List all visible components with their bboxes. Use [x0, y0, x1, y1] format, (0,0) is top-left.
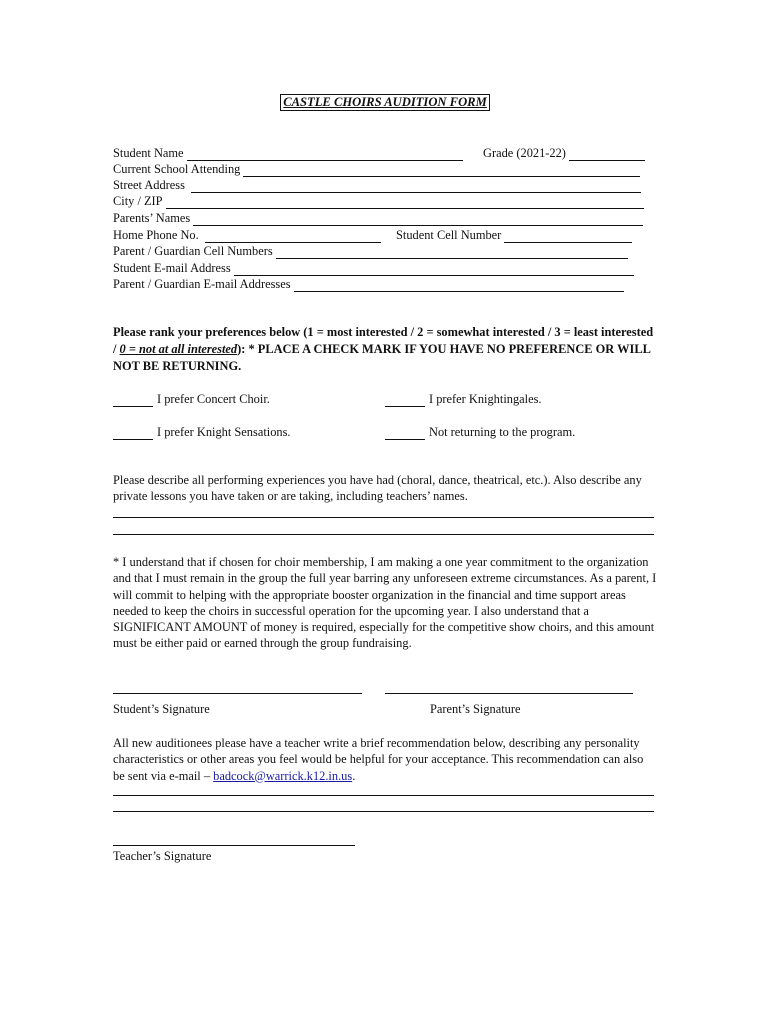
parent-email-blank[interactable] — [294, 281, 624, 292]
student-name-field[interactable] — [113, 145, 463, 161]
parents-names-field[interactable] — [113, 210, 643, 226]
parent-cell-blank[interactable] — [276, 248, 628, 259]
grade-label: Grade (2021-22) — [483, 146, 566, 160]
student-cell-blank[interactable] — [504, 232, 632, 243]
rank-intro-emphasis: 0 = not at all interested — [119, 342, 238, 356]
parent-cell-field[interactable] — [113, 243, 628, 259]
grade-field[interactable] — [483, 145, 645, 161]
student-email-label: Student E-mail Address — [113, 261, 231, 275]
recommendation-line-2[interactable] — [113, 811, 654, 812]
grade-blank[interactable] — [569, 150, 645, 161]
pref-concert-choir-label: I prefer Concert Choir. — [157, 392, 270, 406]
recommendation-line-1[interactable] — [113, 795, 654, 796]
form-title-text: CASTLE CHOIRS AUDITION FORM — [280, 94, 490, 111]
student-cell-field[interactable] — [396, 227, 632, 243]
city-zip-blank[interactable] — [166, 198, 644, 209]
parent-email-field[interactable] — [113, 276, 624, 292]
street-address-field[interactable] — [113, 177, 641, 193]
rank-intro-a: Please rank your preferences below (1 = most interested / 2 = somewhat interested / 3 = least interested / — [113, 325, 654, 356]
pref-not-returning[interactable] — [385, 424, 575, 440]
pref-knight-sensations-label: I prefer Knight Sensations. — [157, 425, 291, 439]
home-phone-label: Home Phone No. — [113, 228, 199, 242]
recommendation-end: . — [352, 768, 356, 783]
rank-intro-b: ): * PLACE A CHECK MARK IF YOU HAVE NO PREFERENCE OR WILL NOT BE RETURNING. — [113, 342, 651, 373]
current-school-field[interactable] — [113, 161, 640, 177]
student-name-label: Student Name — [113, 146, 184, 160]
pref-concert-choir[interactable] — [113, 391, 270, 407]
pref-knight-sensations-blank[interactable] — [113, 429, 153, 440]
recommendation-email-link[interactable]: badcock@warrick.k12.in.us — [213, 768, 353, 783]
street-address-blank[interactable] — [191, 182, 641, 193]
pref-knight-sensations[interactable] — [113, 424, 291, 440]
experience-prompt: Please describe all performing experiences you have had (choral, dance, theatrical, etc.). Also describe any private lessons you have taken or are taking, including teachers’ names. — [113, 473, 642, 504]
current-school-blank[interactable] — [243, 166, 640, 177]
parent-cell-label: Parent / Guardian Cell Numbers — [113, 244, 273, 258]
pref-concert-choir-blank[interactable] — [113, 396, 153, 407]
teacher-signature-line[interactable] — [113, 845, 355, 846]
teacher-signature-label: Teacher’s Signature — [113, 849, 212, 863]
pref-not-returning-blank[interactable] — [385, 429, 425, 440]
student-email-field[interactable] — [113, 260, 634, 276]
recommendation-text: All new auditionees please have a teacher write a brief recommendation below, describing any personality characteristics or other areas you feel would be helpful for your acceptance. This recommendation can also be sent via e-mail – — [113, 736, 644, 783]
home-phone-blank[interactable] — [205, 232, 381, 243]
student-signature-line[interactable] — [113, 693, 362, 694]
student-name-blank[interactable] — [187, 150, 463, 161]
pref-knightingales-blank[interactable] — [385, 396, 425, 407]
student-cell-label: Student Cell Number — [396, 228, 502, 242]
city-zip-field[interactable] — [113, 193, 644, 209]
pref-knightingales[interactable] — [385, 391, 542, 407]
experience-line-1[interactable] — [113, 517, 654, 518]
parent-email-label: Parent / Guardian E-mail Addresses — [113, 277, 291, 291]
form-title — [0, 94, 770, 111]
parent-signature-line[interactable] — [385, 693, 633, 694]
parents-names-label: Parents’ Names — [113, 211, 191, 225]
parents-names-blank[interactable] — [193, 215, 643, 226]
recommendation-prompt — [113, 735, 658, 784]
city-zip-label: City / ZIP — [113, 194, 163, 208]
rank-instructions — [113, 324, 658, 375]
pref-not-returning-label: Not returning to the program. — [429, 425, 576, 439]
student-email-blank[interactable] — [234, 265, 634, 276]
parent-signature-label: Parent’s Signature — [430, 702, 521, 716]
current-school-label: Current School Attending — [113, 162, 241, 176]
pref-knightingales-label: I prefer Knightingales. — [429, 392, 542, 406]
experience-line-2[interactable] — [113, 534, 654, 535]
commitment-statement: * I understand that if chosen for choir membership, I am making a one year commitment to the organization and that I must remain in the group the full year barring any unforeseen extreme circumstances. As a parent, I will commit to helping with the appropriate booster organization in the financial and time support areas needed to keep the choirs in successful operation for the upcoming year. I also understand that a SIGNIFICANT AMOUNT of money is required, especially for the competitive show choirs, and this amount must be either paid or earned through the group fundraising. — [113, 555, 657, 651]
student-signature-label: Student’s Signature — [113, 702, 210, 716]
home-phone-field[interactable] — [113, 227, 381, 243]
street-address-label: Street Address — [113, 178, 185, 192]
